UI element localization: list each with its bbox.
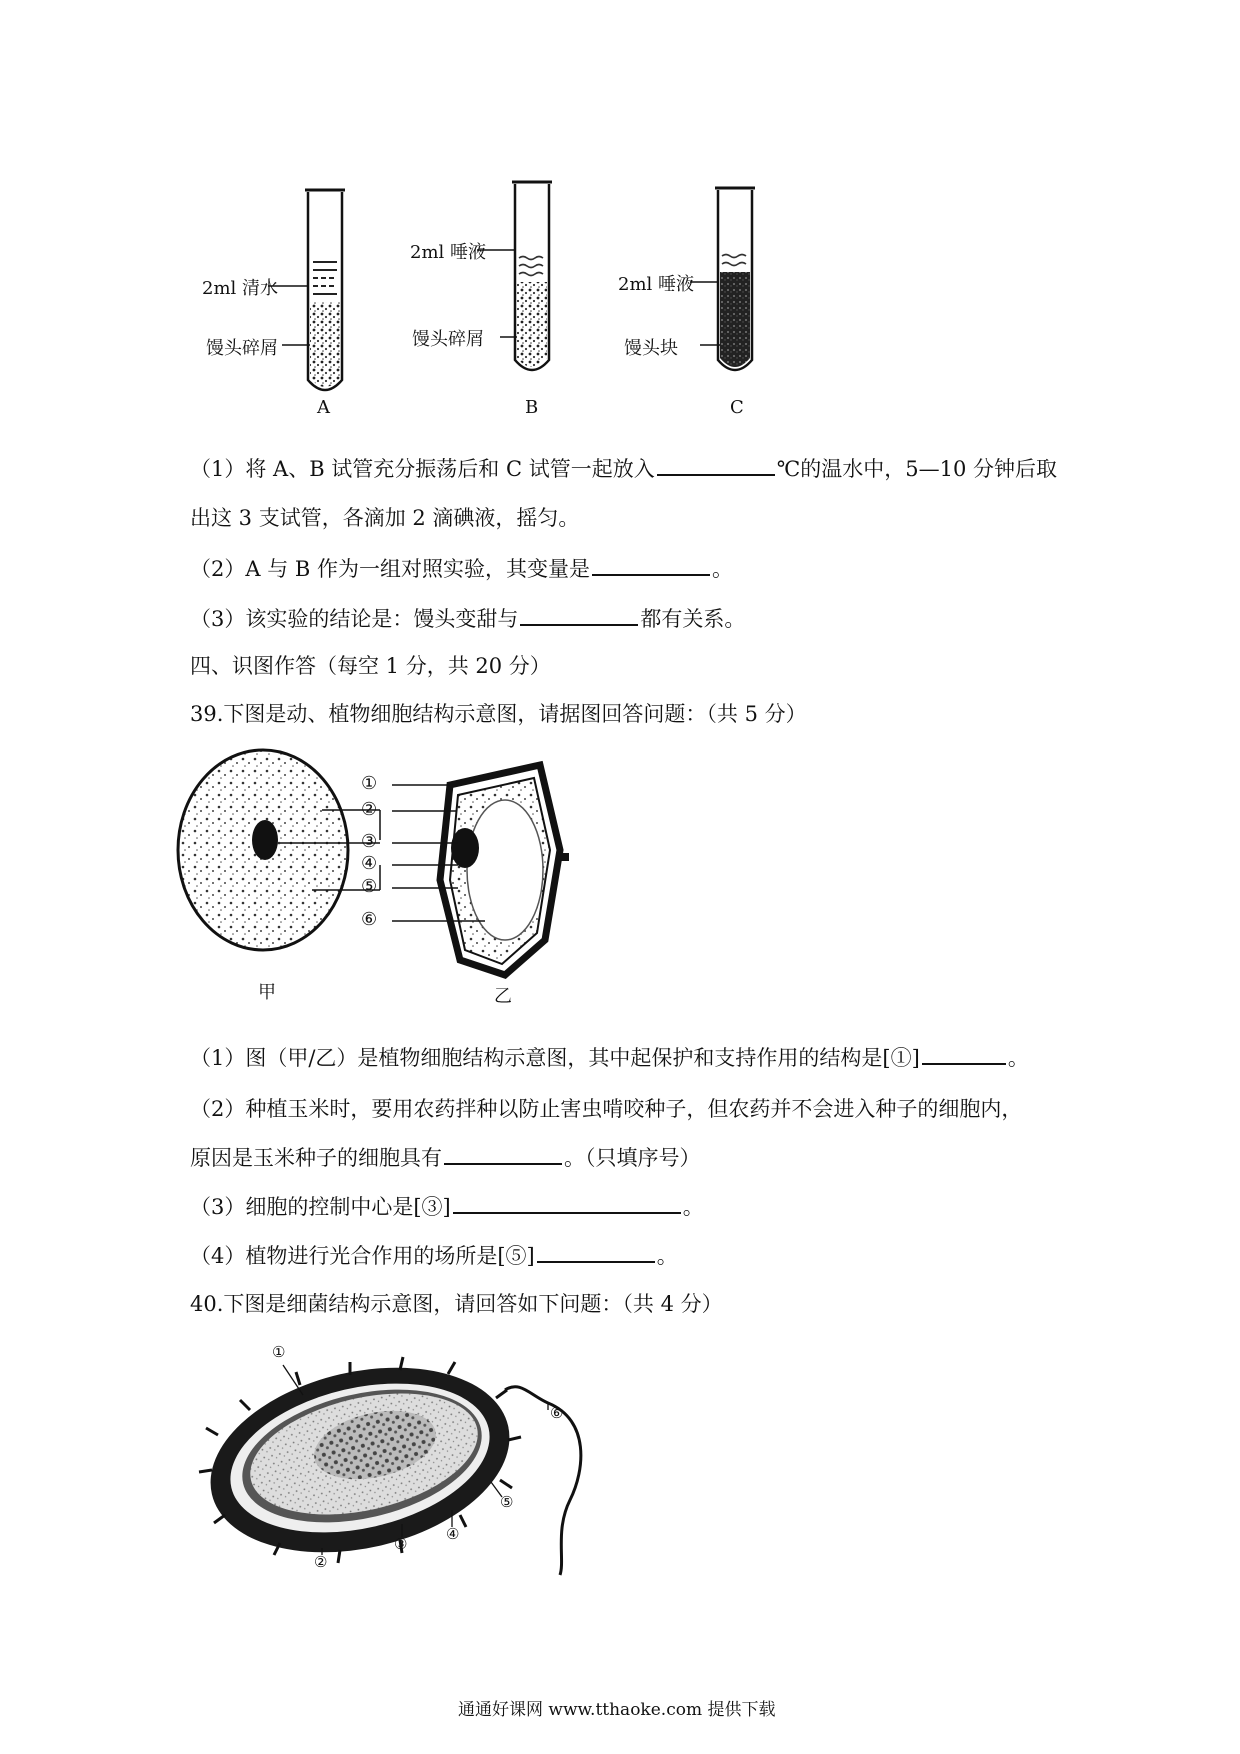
page-footer: 通通好课网 www.tthaoke.com 提供下载 xyxy=(458,1700,776,1720)
tube-a-letter: A xyxy=(317,397,330,418)
tube-a-bottom-label: 馒头碎屑 xyxy=(206,338,278,359)
cell-jia-label: 甲 xyxy=(258,982,276,1003)
bacterium-label-5: ⑤ xyxy=(500,1493,514,1511)
cell-label-2: ② xyxy=(361,799,378,820)
q39-part4: （4）植物进行光合作用的场所是[⑤] 。 xyxy=(190,1241,678,1270)
bacterium-label-2: ② xyxy=(314,1553,328,1571)
tube-b-bottom-label: 馒头碎屑 xyxy=(412,329,484,350)
q40-title: 40.下图是细菌结构示意图，请回答如下问题：（共 4 分） xyxy=(190,1292,723,1316)
bacterium xyxy=(192,1340,581,1580)
tube-c-letter: C xyxy=(730,397,744,418)
q39-part1: （1）图（甲/乙）是植物细胞结构示意图，其中起保护和支持作用的结构是[①] 。 xyxy=(190,1043,1029,1072)
cell-label-5: ⑤ xyxy=(361,876,378,897)
tube-b-letter: B xyxy=(525,397,539,418)
bacterium-label-3: ③ xyxy=(394,1535,408,1553)
section-heading: 四、识图作答（每空 1 分，共 20 分） xyxy=(190,654,551,678)
tube-c-top-label: 2ml 唾液 xyxy=(618,274,694,295)
cell-label-4: ④ xyxy=(361,853,378,874)
cell-label-6: ⑥ xyxy=(361,909,378,930)
cell-yi-label: 乙 xyxy=(494,986,512,1007)
q38-part1-cont: 出这 3 支试管，各滴加 2 滴碘液，摇匀。 xyxy=(190,506,580,530)
bacterium-label-1: ① xyxy=(272,1343,286,1361)
tube-a-top-label: 2ml 清水 xyxy=(202,278,278,299)
bacterium-label-6: ⑥ xyxy=(550,1404,564,1422)
tube-b-top-label: 2ml 唾液 xyxy=(410,242,486,263)
q38-part2: （2）A 与 B 作为一组对照实验，其变量是 。 xyxy=(190,554,733,583)
q39-part3: （3）细胞的控制中心是[③] 。 xyxy=(190,1192,704,1221)
q38-part3: （3）该实验的结论是：馒头变甜与 都有关系。 xyxy=(190,604,745,633)
q38-part1: （1）将 A、B 试管充分振荡后和 C 试管一起放入 ℃的温水中，5—10 分钟后取 xyxy=(190,454,1057,483)
cell-label-1: ① xyxy=(361,773,378,794)
q39-part2-cont: 原因是玉米种子的细胞具有 。（只填序号） xyxy=(190,1143,701,1172)
tube-c-bottom-label: 馒头块 xyxy=(624,338,678,359)
q39-title: 39.下图是动、植物细胞结构示意图，请据图回答问题：（共 5 分） xyxy=(190,702,807,726)
bacterium-label-4: ④ xyxy=(446,1525,460,1543)
q39-part2: （2）种植玉米时，要用农药拌种以防止害虫啃咬种子，但农药并不会进入种子的细胞内， xyxy=(190,1097,1023,1121)
cell-label-3: ③ xyxy=(361,831,378,852)
